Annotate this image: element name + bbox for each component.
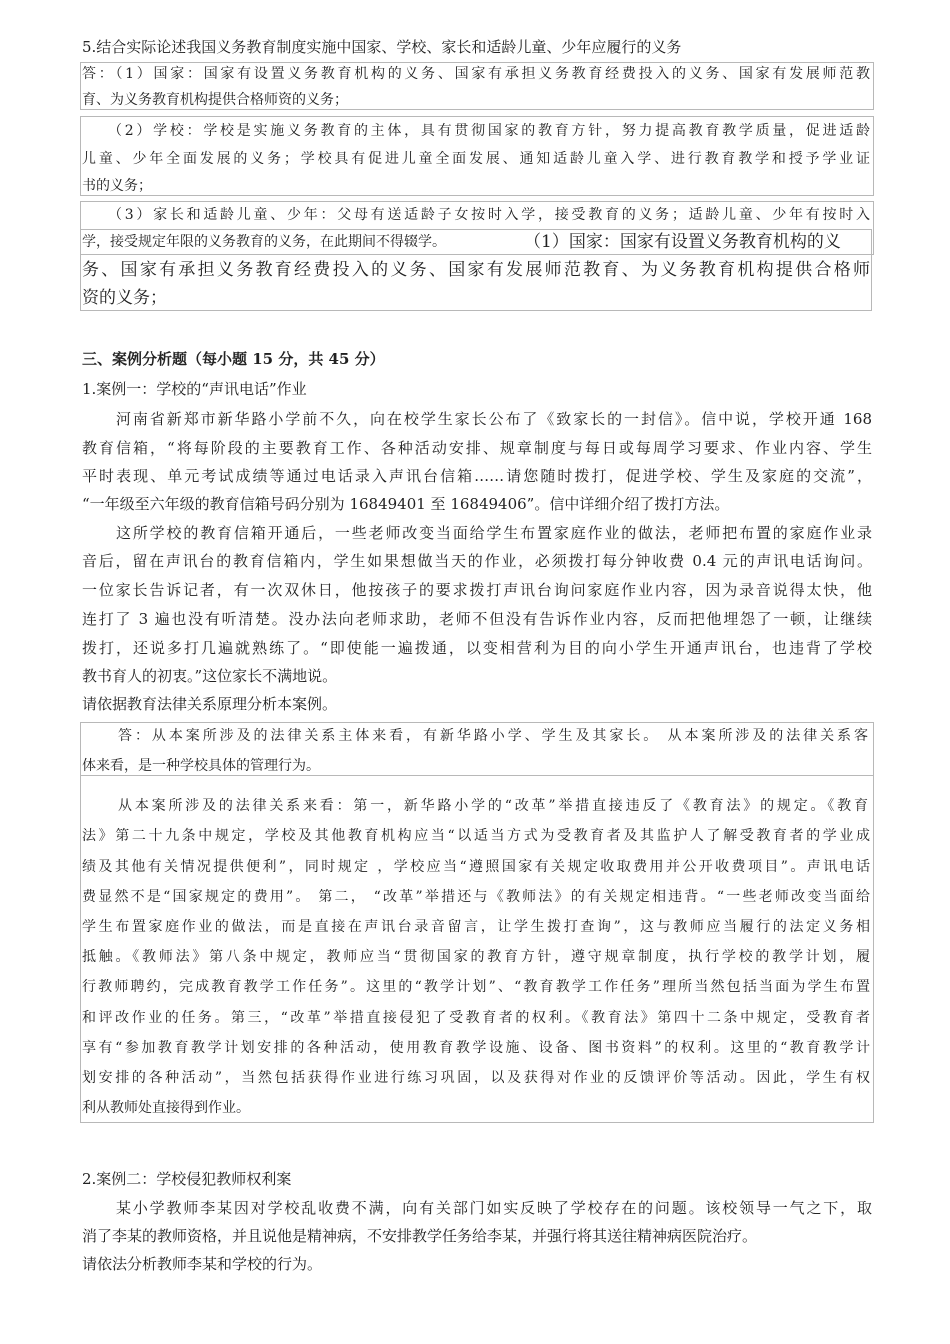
case-body-line: 河南省新郑市新华路小学前不久，向在校学生家长公布了《致家长的一封信》。信中说，学校开通 168 [116, 410, 872, 428]
case-body-line: 一位家长告诉记者，有一次双休日，他按孩子的要求拨打声讯台询问家庭作业内容，因为录音说得太快，他 [82, 581, 872, 599]
answer-line: （2）学校：学校是实施义务教育的主体，具有贯彻国家的教育方针，努力提高教育教学质量，促进适龄 [108, 123, 870, 139]
question-title: 5.结合实际论述我国义务教育制度实施中国家、学校、家长和适龄儿童、少年应履行的义务 [82, 38, 682, 56]
case-body-line: 这所学校的教育信箱开通后，一些老师改变当面给学生布置家庭作业的做法，老师把布置的家庭作业录 [116, 524, 872, 542]
answer-line-large: （1）国家：国家有设置义务教育机构的义 [524, 232, 841, 252]
answer-line: 答：从本案所涉及的法律关系主体来看，有新华路小学、学生及其家长。 从本案所涉及的法律关系客 [118, 728, 868, 744]
answer-line: 学，接受规定年限的义务教育的义务，在此期间不得辍学。 [82, 234, 446, 250]
case-body-line: 连打了 3 遍也没有听清楚。没办法向老师求助，老师不但没有告诉作业内容，反而把他埋怨了一顿，让继续 [82, 610, 872, 628]
case-body-line: 平时表现、单元考试成绩等通过电话录入声讯台信箱……请您随时拨打，促进学校、学生及家庭的交流”， [82, 467, 872, 485]
answer-line: 法》第二十九条中规定，学校及其他教育机构应当“以适当方式为受教育者及其监护人了解受教育者的学业成 [82, 828, 870, 844]
case-question: 请依据教育法律关系原理分析本案例。 [82, 695, 338, 713]
answer-line: 和评改作业的任务。第三，“改革”举措直接侵犯了受教育者的权利。《教育法》第四十二条中规定，受教育者 [82, 1010, 870, 1026]
case-title: 1.案例一：学校的“声讯电话”作业 [82, 380, 307, 398]
answer-line: 从本案所涉及的法律关系来看：第一，新华路小学的“改革”举措直接违反了《教育法》的规定。《教育 [118, 798, 868, 814]
answer-line: （3）家长和适龄儿童、少年：父母有送适龄子女按时入学，接受教育的义务；适龄儿童、少年有按时入 [108, 207, 870, 223]
answer-line-large: 务、国家有承担义务教育经费投入的义务、国家有发展师范教育、为义务教育机构提供合格师 [82, 260, 870, 280]
answer-line: 划安排的各种活动”，当然包括获得作业进行练习巩固，以及获得对作业的反馈评价等活动。因此，学生有权 [82, 1070, 870, 1086]
case-body-line: 某小学教师李某因对学校乱收费不满，向有关部门如实反映了学校存在的问题。该校领导一气之下，取 [116, 1199, 872, 1217]
answer-line: 育、为义务教育机构提供合格师资的义务； [82, 92, 348, 108]
case-body-line: 教书育人的初衷。”这位家长不满地说。 [82, 667, 338, 685]
answer-line: 绩及其他有关情况提供便利”，同时规定 ，学校应当“遵照国家有关规定收取费用并公开收费项目”。声讯电话 [82, 859, 870, 875]
answer-line: 享有“参加教育教学计划安排的各种活动，使用教育教学设施、设备、图书资料”的权利。这里的“教育教学计 [82, 1040, 870, 1056]
answer-line: 体来看，是一种学校具体的管理行为。 [82, 758, 320, 774]
answer-line: 答：（1）国家：国家有设置义务教育机构的义务、国家有承担义务教育经费投入的义务、国家有发展师范教 [82, 66, 870, 82]
answer-line: 费显然不是“国家规定的费用”。 第二， “改革”举措还与《教师法》的有关规定相违背。“一些老师改变当面给 [82, 889, 870, 905]
case-body-line: “一年级至六年级的教育信箱号码分别为 16849401 至 16849406”。信中详细介绍了拨打方法。 [82, 495, 730, 513]
answer-line: 利从教师处直接得到作业。 [82, 1100, 250, 1116]
answer-line: 儿童、少年全面发展的义务；学校具有促进儿童全面发展、通知适龄儿童入学、进行教育教学和授予学业证 [82, 151, 870, 167]
case-body-line: 拨打，还说多打几遍就熟练了。“即使能一遍拨通，以变相营利为目的向小学生开通声讯台，也违背了学校 [82, 639, 872, 657]
answer-line: 抵触。《教师法》第八条中规定，教师应当“贯彻国家的教育方针，遵守规章制度，执行学校的教学计划，履 [82, 949, 870, 965]
answer-line-large: 资的义务； [82, 288, 167, 308]
case-body-line: 音后，留在声讯台的教育信箱内，学生如果想做当天的作业，必须拨打每分钟收费 0.4 元的声讯电话询问。 [82, 552, 872, 570]
case-title: 2.案例二：学校侵犯教师权利案 [82, 1170, 292, 1188]
case-question: 请依法分析教师李某和学校的行为。 [82, 1255, 323, 1273]
answer-line: 学生布置家庭作业的做法，而是直接在声讯台录音留言，让学生拨打查询”，这与教师应当履行的法定义务相 [82, 919, 870, 935]
section-heading: 三、案例分析题（每小题 15 分，共 45 分） [82, 350, 385, 368]
answer-line: 书的义务； [82, 178, 152, 194]
case-body-line: 消了李某的教师资格，并且说他是精神病，不安排教学任务给李某，并强行将其送往精神病医院治疗。 [82, 1227, 758, 1245]
case-body-line: 教育信箱，“将每阶段的主要教育工作、各种活动安排、规章制度与每日或每周学习要求、作业内容、学生 [82, 439, 872, 457]
answer-line: 行教师聘约，完成教育教学工作任务”。这里的“教学计划”、“教育教学工作任务”理所当然包括当面为学生布置 [82, 979, 870, 995]
